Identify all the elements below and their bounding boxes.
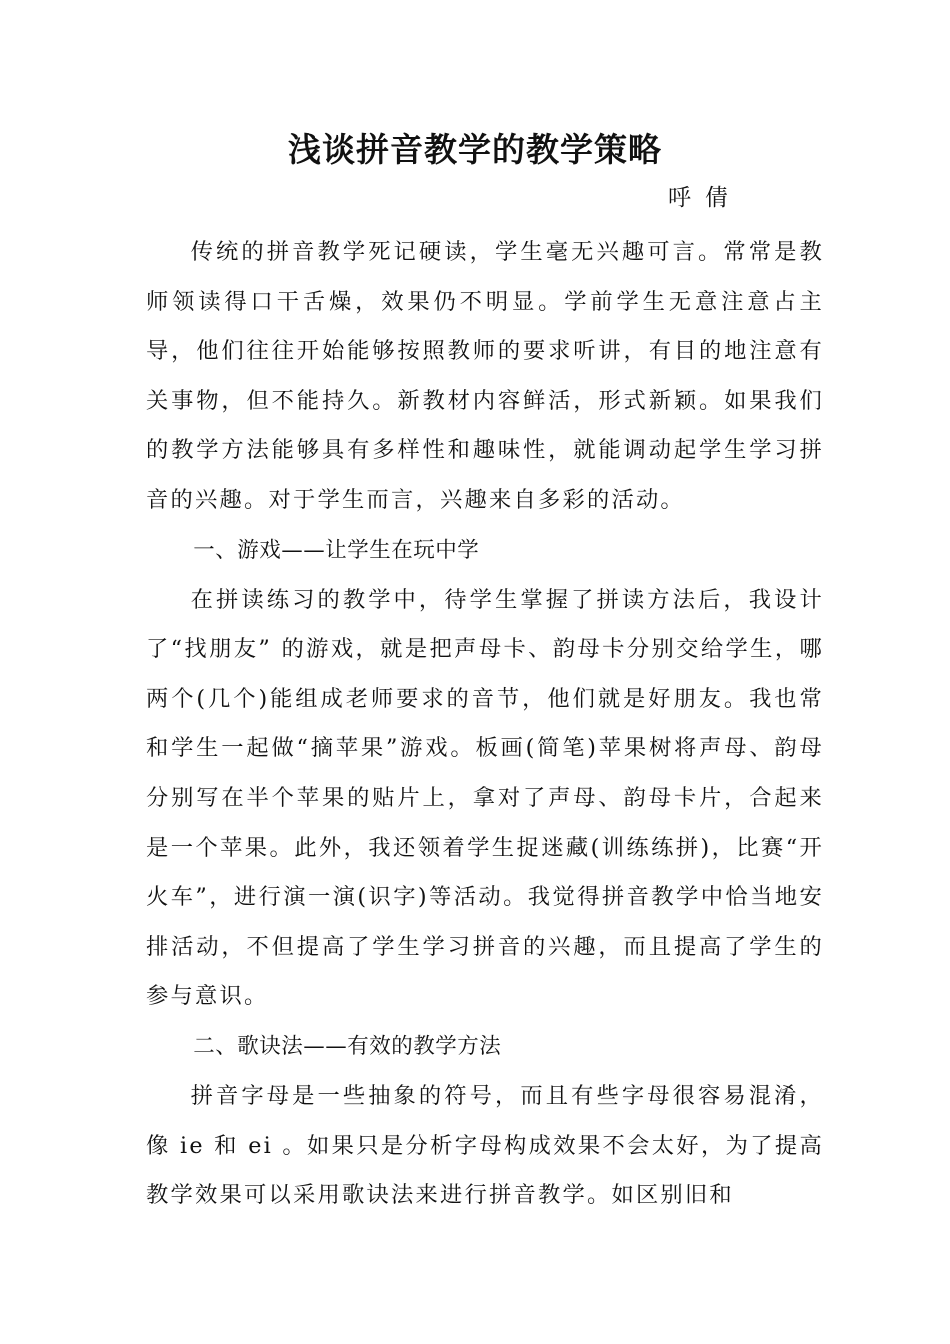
author-name: 呼倩: [668, 185, 742, 211]
paragraph-games: 在拼读练习的教学中，待学生掌握了拼读方法后，我设计了“找朋友” 的游戏，就是把声母卡、韵母卡分别交给学生，哪两个(几个)能组成老师要求的音节，他们就是好朋友。我也常和学生一起做“摘苹果”游戏。板画(简笔)苹果树将声母、韵母分别写在半个苹果的贴片上，拿对了声母、韵母卡片，合起来是一个苹果。此外，我还领着学生捉迷藏(训练练拼)，比赛“开火车”，进行演一演(识字)等活动。我觉得拼音教学中恰当地安排活动，不但提高了学生学习拼音的兴趣，而且提高了学生的参与意识。: [146, 586, 824, 1010]
paragraph-intro: 传统的拼音教学死记硬读，学生毫无兴趣可言。常常是教师领读得口干舌燥，效果仍不明显。学前学生无意注意占主导，他们往往开始能够按照教师的要求听讲，有目的地注意有关事物，但不能持久。新教材内容鲜活，形式新颖。如果我们的教学方法能够具有多样性和趣味性，就能调动起学生学习拼音的兴趣。对于学生而言，兴趣来自多彩的活动。: [146, 239, 824, 513]
section-heading-games: 一、游戏——让学生在玩中学: [193, 537, 480, 563]
document-title: 浅谈拼音教学的教学策略: [288, 130, 662, 169]
section-heading-rhymes: 二、歌诀法——有效的教学方法: [193, 1033, 502, 1059]
document-body: [146, 228, 824, 1221]
paragraph-rhymes: 拼音字母是一些抽象的符号，而且有些字母很容易混淆，像 ie 和 ei 。如果只是分析字母构成效果不会太好，为了提高教学效果可以采用歌诀法来进行拼音教学。如区别旧和: [146, 1082, 824, 1209]
